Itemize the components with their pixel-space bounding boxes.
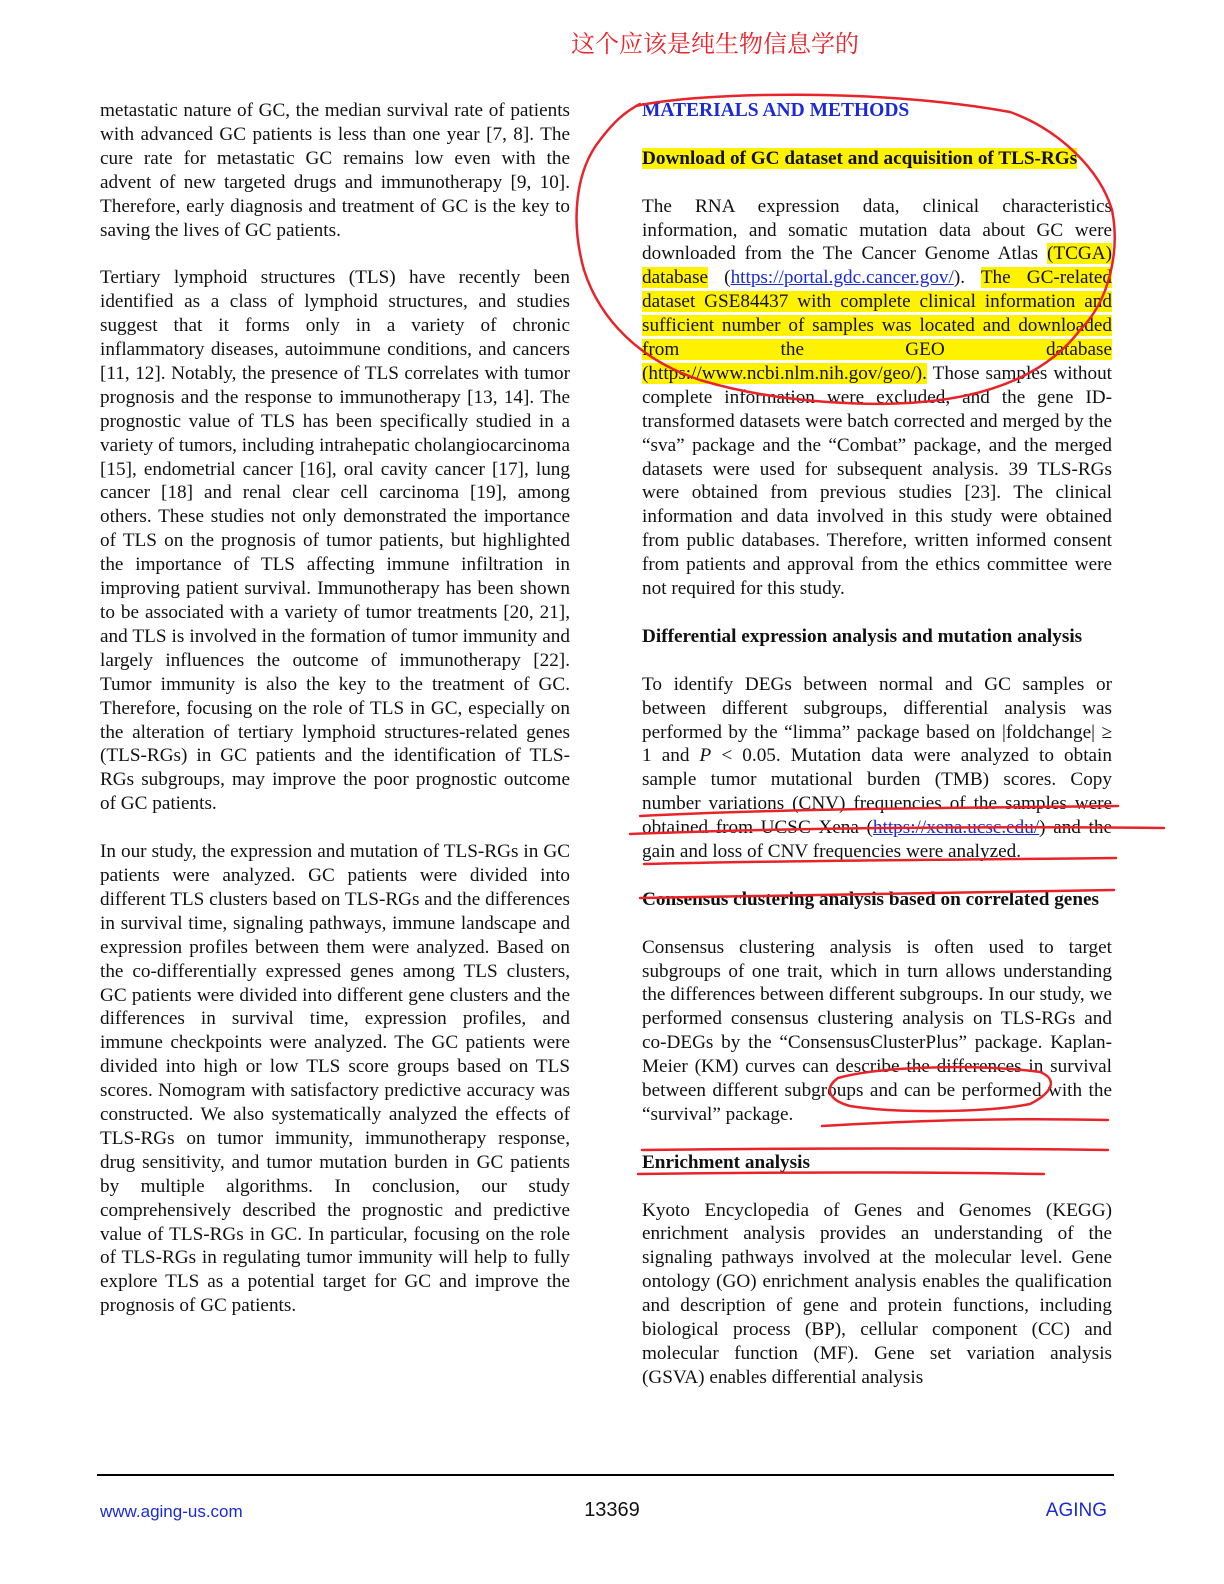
footer-website: www.aging-us.com [100,1502,243,1521]
subsection-heading-enrichment: Enrichment analysis [642,1151,810,1173]
section-title-methods: MATERIALS AND METHODS [642,100,910,121]
diff-text-b: < 0.05. Mutation data were analyzed to obtain sample tumor mutational burden (TMB) scores. Copy number variations (CNV) frequencies of the samples were obtained from UCSC Xena ( [642,745,1112,839]
footer-journal-name: AGING [1045,1500,1107,1521]
right-column [642,99,1112,1414]
p-value-symbol: P [699,745,712,767]
dataset-text-d: ). [953,267,981,289]
handwritten-annotation-note: 这个应该是纯生物信息学的 [571,30,859,58]
gdc-portal-link[interactable]: https://portal.gdc.cancer.gov/ [730,267,954,289]
dataset-text-c: ( [708,267,731,289]
diff-text-a: To identify DEGs between normal and GC samples or between different subgroups, differential analysis was performed by the “limma” package based on |foldchange| ≥ 1 and [642,673,1112,767]
highlighted-tcga: (TCGA) database [642,243,1112,289]
subsection-heading-differential: Differential expression analysis and mutation analysis [642,625,1083,647]
paragraph-differential [642,673,1112,864]
subsection-heading-dataset [642,147,1112,171]
paragraph-tls-background: Tertiary lymphoid structures (TLS) have recently been identified as a class of lymphoid structures, and studies suggest that it forms only in a variety of chronic inflammatory diseases, autoimmune conditions, and cancers [11, 12]. Notably, the presence of TLS correlates with tumor prognosis and the response to immunotherapy [13, 14]. The prognostic value of TLS has been specifically studied in a variety of tumors, including intrahepatic cholangiocarcinoma [15], endometrial cancer [16], oral cavity cancer [17], lung cancer [18] and renal clear cell carcinoma [19], among others. These studies not only demonstrated the importance of TLS on the prognosis of tumor patients, but highlighted the importance of TLS affecting immune infiltration in improving patient survival. Immunotherapy has been shown to be associated with a variety of tumor treatments [20, 21], and TLS is involved in the formation of tumor immunity and largely influences the outcome of immunotherapy [22]. Tumor immunity is also the key to the treatment of GC. Therefore, focusing on the role of TLS in GC, especially on the alteration of tertiary lymphoid structures-related genes (TLS-RGs) in GC patients and the identification of TLS-RGs subgroups, may improve the poor prognostic outcome of GC patients. [100,267,570,815]
highlighted-heading: Download of GC dataset and acquisition of TLS-RGs [642,147,1078,169]
highlighted-geo-dataset: The GC-related dataset GSE84437 with complete clinical information and sufficient number of samples was located and downloaded from the GEO database (https://www.ncbi.nlm.nih.gov/geo/). [642,267,1113,384]
paragraph-study-overview: In our study, the expression and mutation of TLS-RGs in GC patients were analyzed. GC patients were divided into different TLS clusters based on TLS-RGs and the differences in survival time, signaling pathways, immune landscape and expression profiles between them were analyzed. Based on the co-differentially expressed genes among TLS clusters, GC patients were divided into different gene clusters and the differences in survival time, expression profiles, and immune checkpoints were analyzed. The GC patients were divided into high or low TLS score groups based on TLS scores. Nomogram with satisfactory predictive accuracy was constructed. We also systematically analyzed the effects of TLS-RGs on tumor immunity, immunotherapy response, drug sensitivity, and tumor mutation burden in GC patients by multiple algorithms. In conclusion, our study comprehensively described the prognostic and predictive value of TLS-RGs in GC. In particular, focusing on the role of TLS-RGs in regulating tumor immunity will help to fully explore TLS as a potential target for GC and improve the prognosis of GC patients. [100,841,570,1317]
ucsc-xena-link[interactable]: https://xena.ucsc.edu/ [872,817,1040,839]
dataset-text-a: The RNA expression data, clinical characteristics information, and somatic mutation data about GC were downloaded from the The Cancer Genome Atlas [642,195,1112,265]
footer-page-number: 13369 [584,1499,640,1521]
paragraph-enrichment: Kyoto Encyclopedia of Genes and Genomes (KEGG) enrichment analysis provides an understanding of the signaling pathways involved at the molecular level. Gene ontology (GO) enrichment analysis enables the qualification and description of gene and protein functions, including biological process (BP), cellular component (CC) and molecular function (MF). Gene set variation analysis (GSVA) enables differential analysis [642,1199,1112,1388]
dataset-text-f: Those samples without complete information were excluded, and the gene ID-transformed datasets were batch corrected and merged by the “sva” package and the “Combat” package, and the merged datasets were used for subsequent analysis. 39 TLS-RGs were obtained from previous studies [23]. The clinical information and data involved in this study were obtained from public databases. Therefore, written informed consent from patients and approval from the ethics committee were not required for this study. [642,362,1112,600]
diff-text-c: ) and the gain and loss of CNV frequencies were analyzed. [642,817,1112,863]
paragraph-intro-end: metastatic nature of GC, the median survival rate of patients with advanced GC patients is less than one year [7, 8]. The cure rate for metastatic GC remains low even with the advent of new targeted drugs and immunotherapy [9, 10]. Therefore, early diagnosis and treatment of GC is the key to saving the lives of GC patients. [100,100,570,241]
paragraph-dataset [642,195,1112,601]
paragraph-consensus: Consensus clustering analysis is often used to target subgroups of one trait, which in turn allows understanding the differences between different subgroups. In our study, we performed consensus clustering analysis on TLS-RGs and co-DEGs by the “ConsensusClusterPlus” package. Kaplan-Meier (KM) curves can describe the differences in survival between different subgroups and can be performed with the “survival” package. [642,936,1112,1125]
footer-divider [97,1474,1114,1476]
left-column [100,99,570,1342]
subsection-heading-consensus: Consensus clustering analysis based on correlated genes [642,888,1099,910]
